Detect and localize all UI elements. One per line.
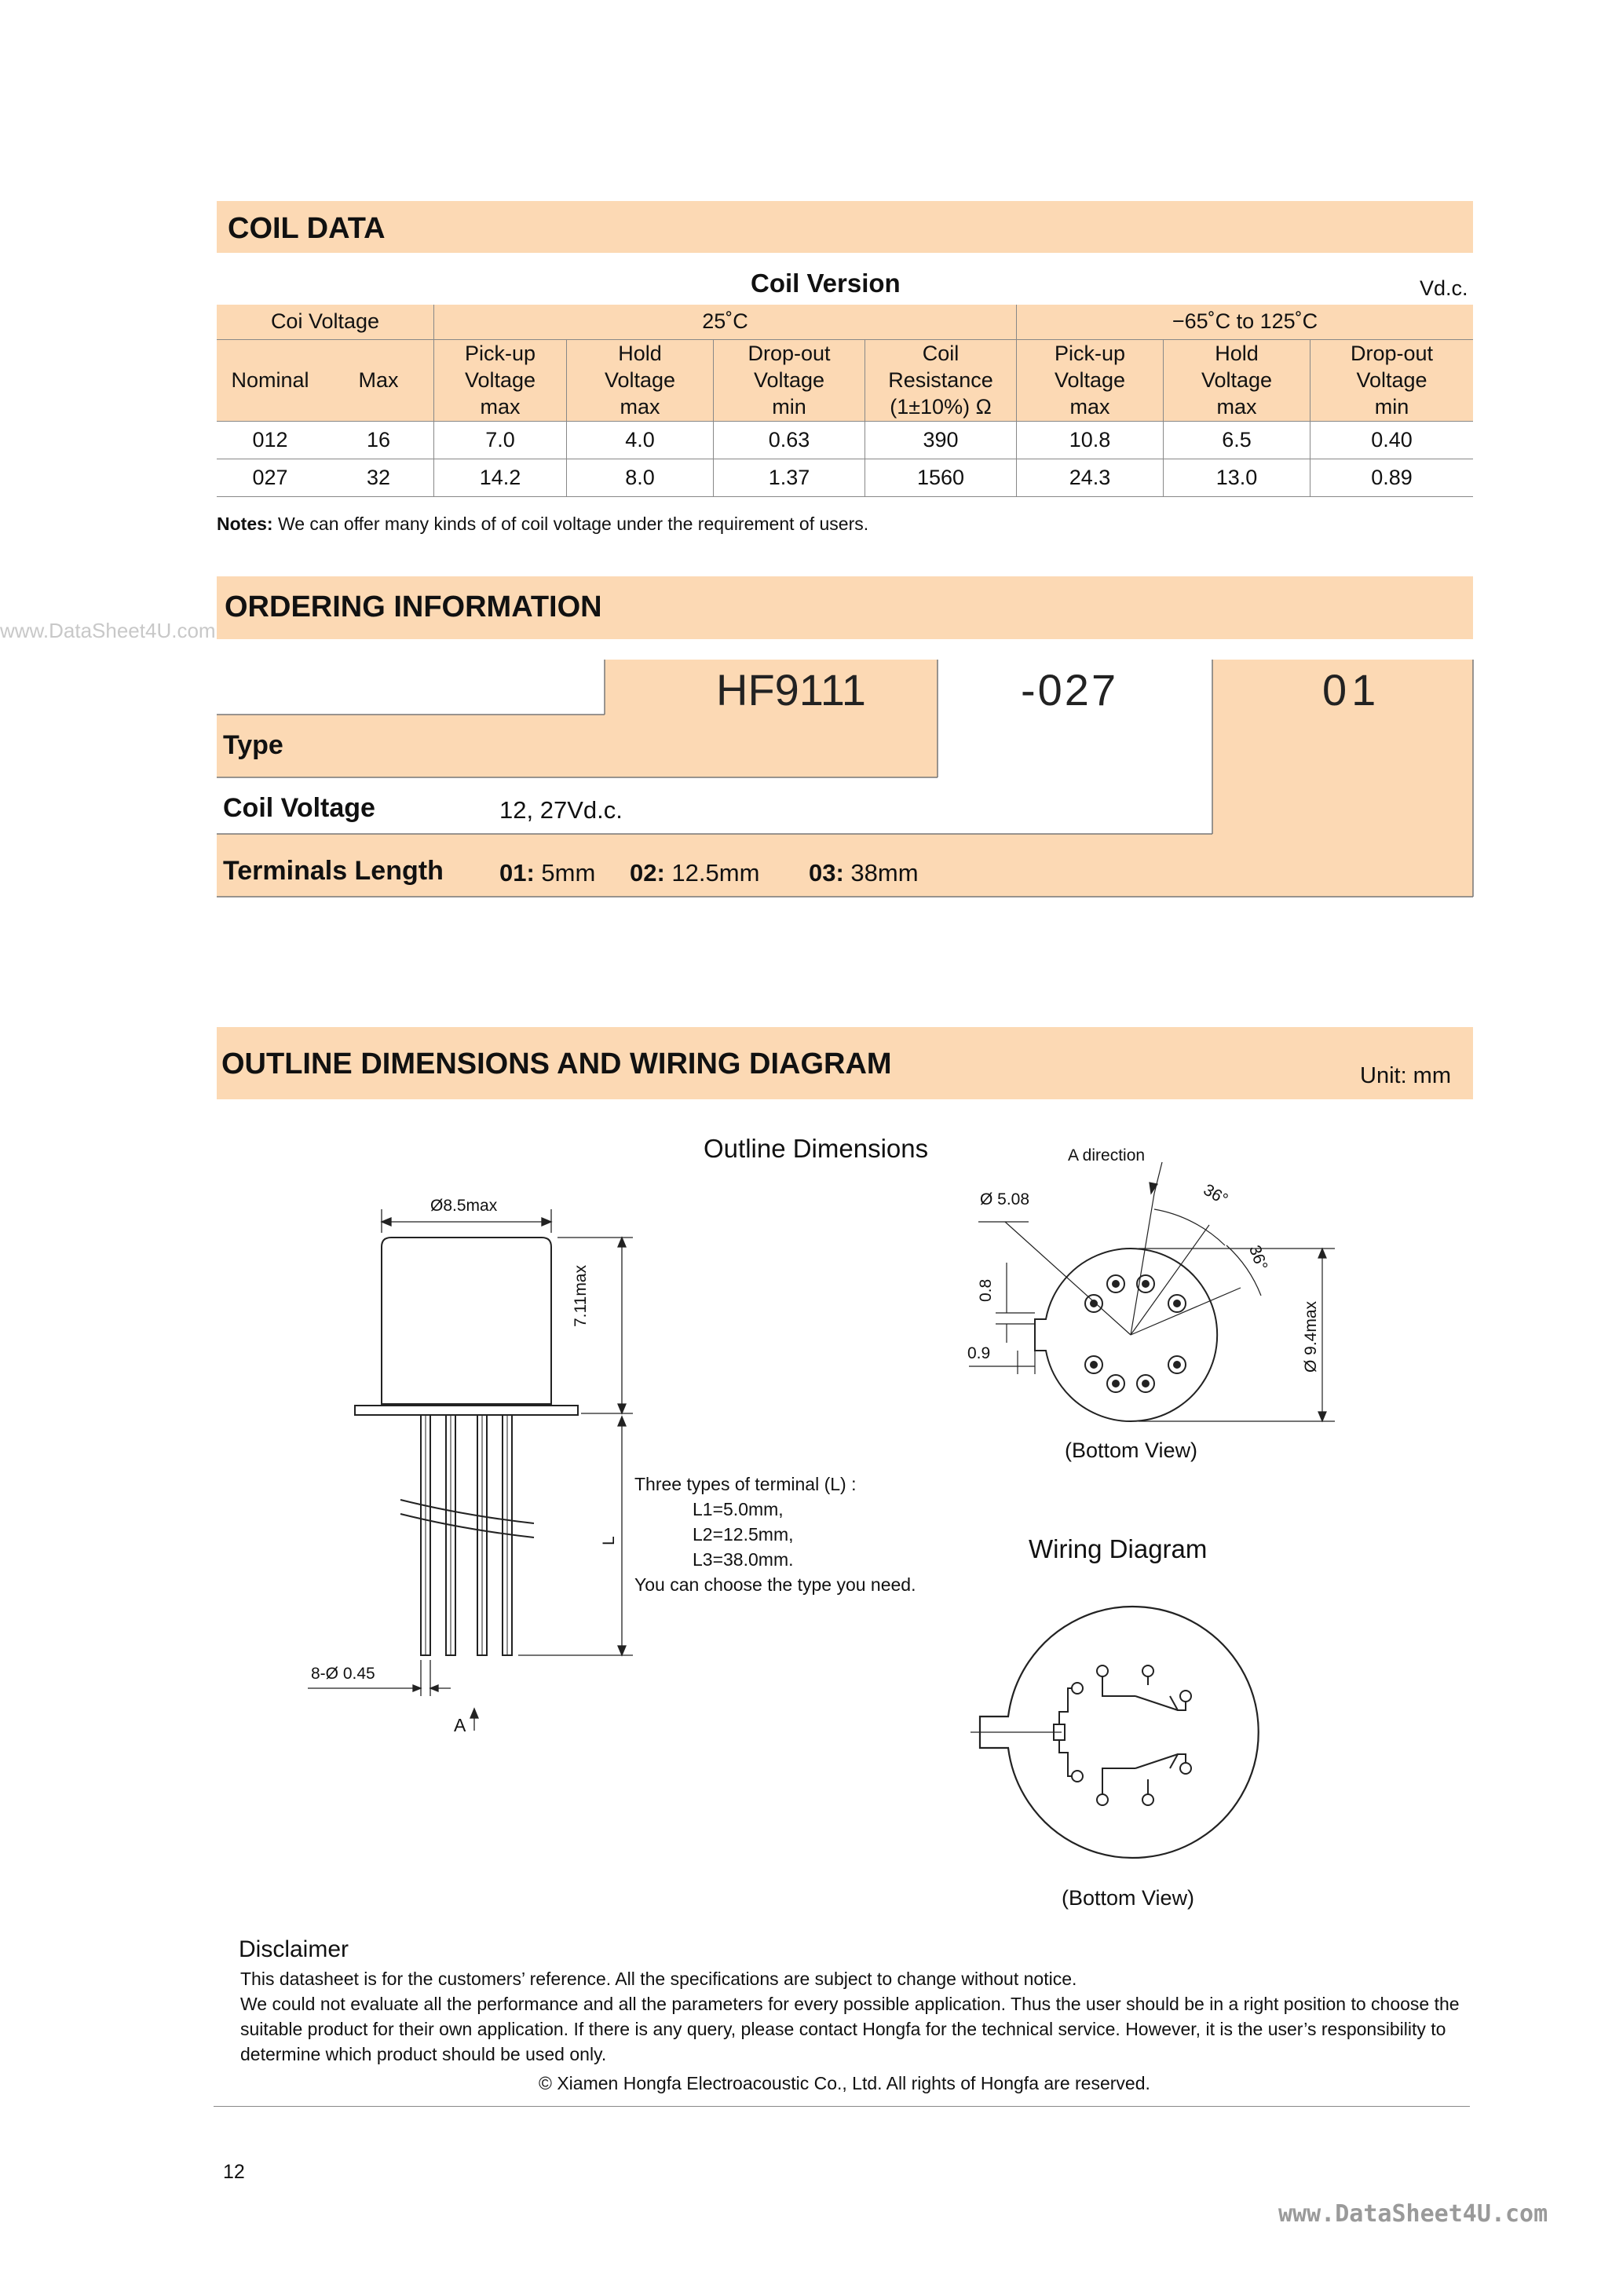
cell: 0.40 [1310,421,1474,459]
terminal-option-03: 03: 38mm [809,859,919,887]
disclaimer-line-1: This datasheet is for the customers’ reference. All the specifications are subject to change without notice. [240,1969,1077,1989]
cell: 390 [865,421,1017,459]
terminal-note-line: You can choose the type you need. [634,1574,916,1595]
header-25c: 25˚C [434,305,1017,339]
coil-voltage-label: Coil Voltage [223,793,375,823]
cell: 14.2 [434,459,567,496]
terminals-length-label: Terminals Length [223,856,444,886]
order-code-voltage: -027 [1021,665,1119,715]
dim-angle-2: 36° [1245,1242,1271,1273]
footer-divider [214,2106,1470,2107]
disclaimer-title: Disclaimer [239,1936,349,1962]
terminal-option-01: 01: 5mm [499,859,596,887]
col-dropout: Drop-out Voltage min [714,339,865,421]
outline-dimensions-title: Outline Dimensions [704,1134,929,1163]
wiring-diagram-title: Wiring Diagram [1029,1534,1208,1563]
coil-version-title: Coil Version [751,269,901,298]
cell: 13.0 [1164,459,1310,496]
cell: 1.37 [714,459,865,496]
dim-tab-width: 0.9 [967,1344,991,1362]
type-label: Type [223,730,283,760]
order-code-terminal: 01 [1322,665,1381,715]
outline-unit: Unit: mm [1360,1063,1451,1088]
notes-text: We can offer many kinds of of coil voltage under the requirement of users. [272,514,869,534]
coil-data-title: COIL DATA [228,212,386,245]
cell: 16 [366,427,391,452]
watermark-right: www.DataSheet4U.com [1278,2200,1548,2228]
dim-terminal-length: L [600,1536,618,1545]
col-pickup-range: Pick-up Voltage max [1017,339,1164,421]
col-coil-resistance: Coil Resistance (1±10%) Ω [865,339,1017,421]
outline-title: OUTLINE DIMENSIONS AND WIRING DIAGRAM [221,1047,892,1080]
watermark-left: www.DataSheet4U.com [0,619,216,642]
ordering-title: ORDERING INFORMATION [225,590,602,623]
cell: 10.8 [1017,421,1164,459]
dim-tab-height: 0.8 [977,1278,995,1302]
terminal-note-line: L2=12.5mm, [693,1524,794,1545]
dim-outer-diameter: Ø 9.4max [1302,1300,1320,1373]
cell: 6.5 [1164,421,1310,459]
cell: 1560 [865,459,1017,496]
col-hold: Hold Voltage max [567,339,714,421]
cell: 0.89 [1310,459,1474,496]
cell: 0.63 [714,421,865,459]
terminal-note-line: L1=5.0mm, [693,1499,784,1519]
col-pickup: Pick-up Voltage max [434,339,567,421]
cell: 7.0 [434,421,567,459]
terminal-option-02: 02: 12.5mm [630,859,760,887]
col-dropout-range: Drop-out Voltage min [1310,339,1474,421]
col-nominal: Nominal [217,339,324,421]
dim-angle-1: 36° [1200,1180,1231,1209]
copyright: © Xiamen Hongfa Electroacoustic Co., Ltd. All rights of Hongfa are reserved. [539,2073,1150,2093]
coil-voltage-value: 12, 27Vd.c. [499,796,623,824]
col-max: Max [324,339,434,421]
coil-unit: Vd.c. [1420,276,1468,300]
cell: 32 [366,465,391,489]
header-coil-voltage: Coi Voltage [270,309,380,334]
a-direction-label: A direction [1068,1146,1146,1164]
dim-a-direction-arrow: A [454,1715,466,1735]
cell: 027 [252,465,288,489]
dim-can-diameter: Ø8.5max [430,1197,498,1215]
terminal-note-line: L3=38.0mm. [693,1549,794,1570]
bottom-view-label-2: (Bottom View) [1062,1886,1195,1910]
col-hold-range: Hold Voltage max [1164,339,1310,421]
cell: 012 [252,427,288,452]
dim-pin-diameter: 8-Ø 0.45 [311,1665,375,1683]
header-temp-range: −65˚C to 125˚C [1017,305,1474,339]
notes-label: Notes: [217,514,273,534]
order-code-model: HF9111 [716,665,866,715]
dim-pitch-circle: Ø 5.08 [980,1190,1030,1208]
bottom-view-label-1: (Bottom View) [1065,1439,1198,1462]
terminal-note-line: Three types of terminal (L) : [634,1474,857,1494]
cell: 8.0 [567,459,714,496]
page-number: 12 [223,2161,245,2183]
disclaimer-line-2: We could not evaluate all the performance and all the parameters for every possible application. Thus the user should be in a right position to choose the suitable product for their own application. If there is any query, please contact Hongfa for the technical service. However, it is the user’s responsibility to determine which product should be used only. [240,1994,1460,2064]
cell: 4.0 [567,421,714,459]
cell: 24.3 [1017,459,1164,496]
dim-can-height: 7.11max [572,1265,590,1327]
